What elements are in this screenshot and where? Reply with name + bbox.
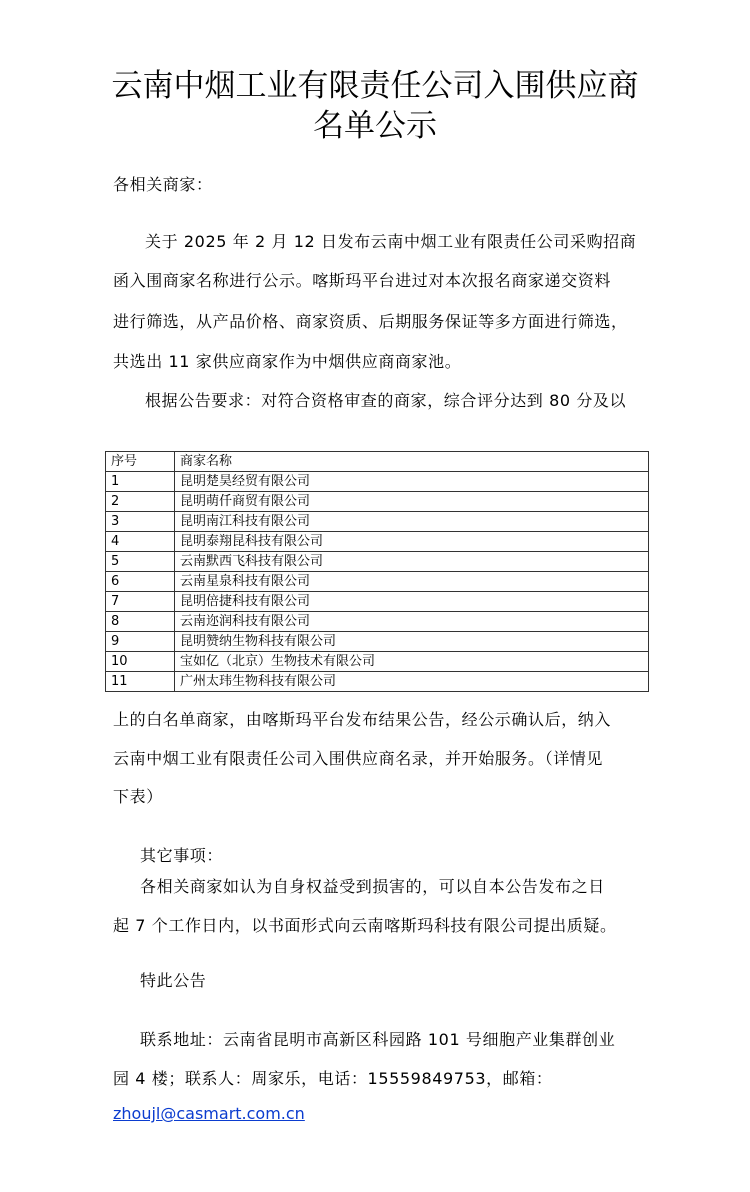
row-merchant-name: 云南默西飞科技有限公司 bbox=[175, 552, 649, 572]
row-merchant-name: 广州太玮生物科技有限公司 bbox=[175, 672, 649, 692]
notice-closing: 特此公告 bbox=[140, 971, 207, 990]
row-merchant-name: 昆明楚昊经贸有限公司 bbox=[175, 472, 649, 492]
table-row bbox=[106, 572, 649, 592]
row-merchant-name: 昆明泰翔昆科技有限公司 bbox=[175, 532, 649, 552]
intro-line-2: 函入围商家名称进行公示。喀斯玛平台进过对本次报名商家递交资料 bbox=[113, 271, 612, 290]
table-row bbox=[106, 592, 649, 612]
row-index: 9 bbox=[106, 632, 175, 652]
row-index: 4 bbox=[106, 532, 175, 552]
row-index: 11 bbox=[106, 672, 175, 692]
continuation-line-2: 云南中烟工业有限责任公司入围供应商名录，并开始服务。（详情见 bbox=[113, 749, 604, 768]
intro-line-3: 进行筛选，从产品价格、商家资质、后期服务保证等多方面进行筛选， bbox=[113, 312, 628, 331]
table-row bbox=[106, 552, 649, 572]
contact-line-2: 园 4 楼；联系人：周家乐，电话：15559849753，邮箱： bbox=[113, 1069, 553, 1088]
other-matters-heading: 其它事项： bbox=[140, 846, 224, 865]
row-merchant-name: 云南迩润科技有限公司 bbox=[175, 612, 649, 632]
email-link[interactable]: zhoujl@casmart.com.cn bbox=[113, 1104, 305, 1123]
row-merchant-name: 昆明萌仟商贸有限公司 bbox=[175, 492, 649, 512]
table-row bbox=[106, 632, 649, 652]
row-index: 7 bbox=[106, 592, 175, 612]
row-merchant-name: 昆明倍捷科技有限公司 bbox=[175, 592, 649, 612]
header-index: 序号 bbox=[106, 452, 175, 472]
other-matters-line-2: 起 7 个工作日内，以书面形式向云南喀斯玛科技有限公司提出质疑。 bbox=[113, 916, 617, 935]
salutation: 各相关商家： bbox=[113, 175, 213, 194]
row-index: 3 bbox=[106, 512, 175, 532]
intro-line-1: 关于 2025 年 2 月 12 日发布云南中烟工业有限责任公司采购招商 bbox=[145, 232, 637, 251]
intro-line-4: 共选出 11 家供应商家作为中烟供应商商家池。 bbox=[113, 352, 462, 371]
continuation-line-3: 下表） bbox=[113, 787, 163, 806]
table-row bbox=[106, 512, 649, 532]
row-merchant-name: 昆明南江科技有限公司 bbox=[175, 512, 649, 532]
row-index: 5 bbox=[106, 552, 175, 572]
continuation-line-1: 上的白名单商家，由喀斯玛平台发布结果公告，经公示确认后，纳入 bbox=[113, 710, 612, 729]
supplier-table bbox=[105, 451, 649, 692]
row-merchant-name: 云南星泉科技有限公司 bbox=[175, 572, 649, 592]
table-row bbox=[106, 672, 649, 692]
row-index: 1 bbox=[106, 472, 175, 492]
other-matters-line-1: 各相关商家如认为自身权益受到损害的，可以自本公告发布之日 bbox=[140, 877, 605, 896]
table-row bbox=[106, 532, 649, 552]
table-row bbox=[106, 472, 649, 492]
table-header-row bbox=[106, 452, 649, 472]
row-merchant-name: 昆明赞纳生物科技有限公司 bbox=[175, 632, 649, 652]
table-row bbox=[106, 652, 649, 672]
row-index: 10 bbox=[106, 652, 175, 672]
row-index: 2 bbox=[106, 492, 175, 512]
row-index: 6 bbox=[106, 572, 175, 592]
document-title-line1: 云南中烟工业有限责任公司入围供应商 bbox=[111, 68, 639, 104]
table-row bbox=[106, 492, 649, 512]
table-row bbox=[106, 612, 649, 632]
row-merchant-name: 宝如亿（北京）生物技术有限公司 bbox=[175, 652, 649, 672]
document-title-line2: 名单公示 bbox=[313, 108, 437, 144]
criteria-line: 根据公告要求：对符合资格审查的商家，综合评分达到 80 分及以 bbox=[145, 391, 627, 410]
contact-line-1: 联系地址：云南省昆明市高新区科园路 101 号细胞产业集群创业 bbox=[140, 1030, 616, 1049]
header-merchant-name: 商家名称 bbox=[175, 452, 649, 472]
row-index: 8 bbox=[106, 612, 175, 632]
